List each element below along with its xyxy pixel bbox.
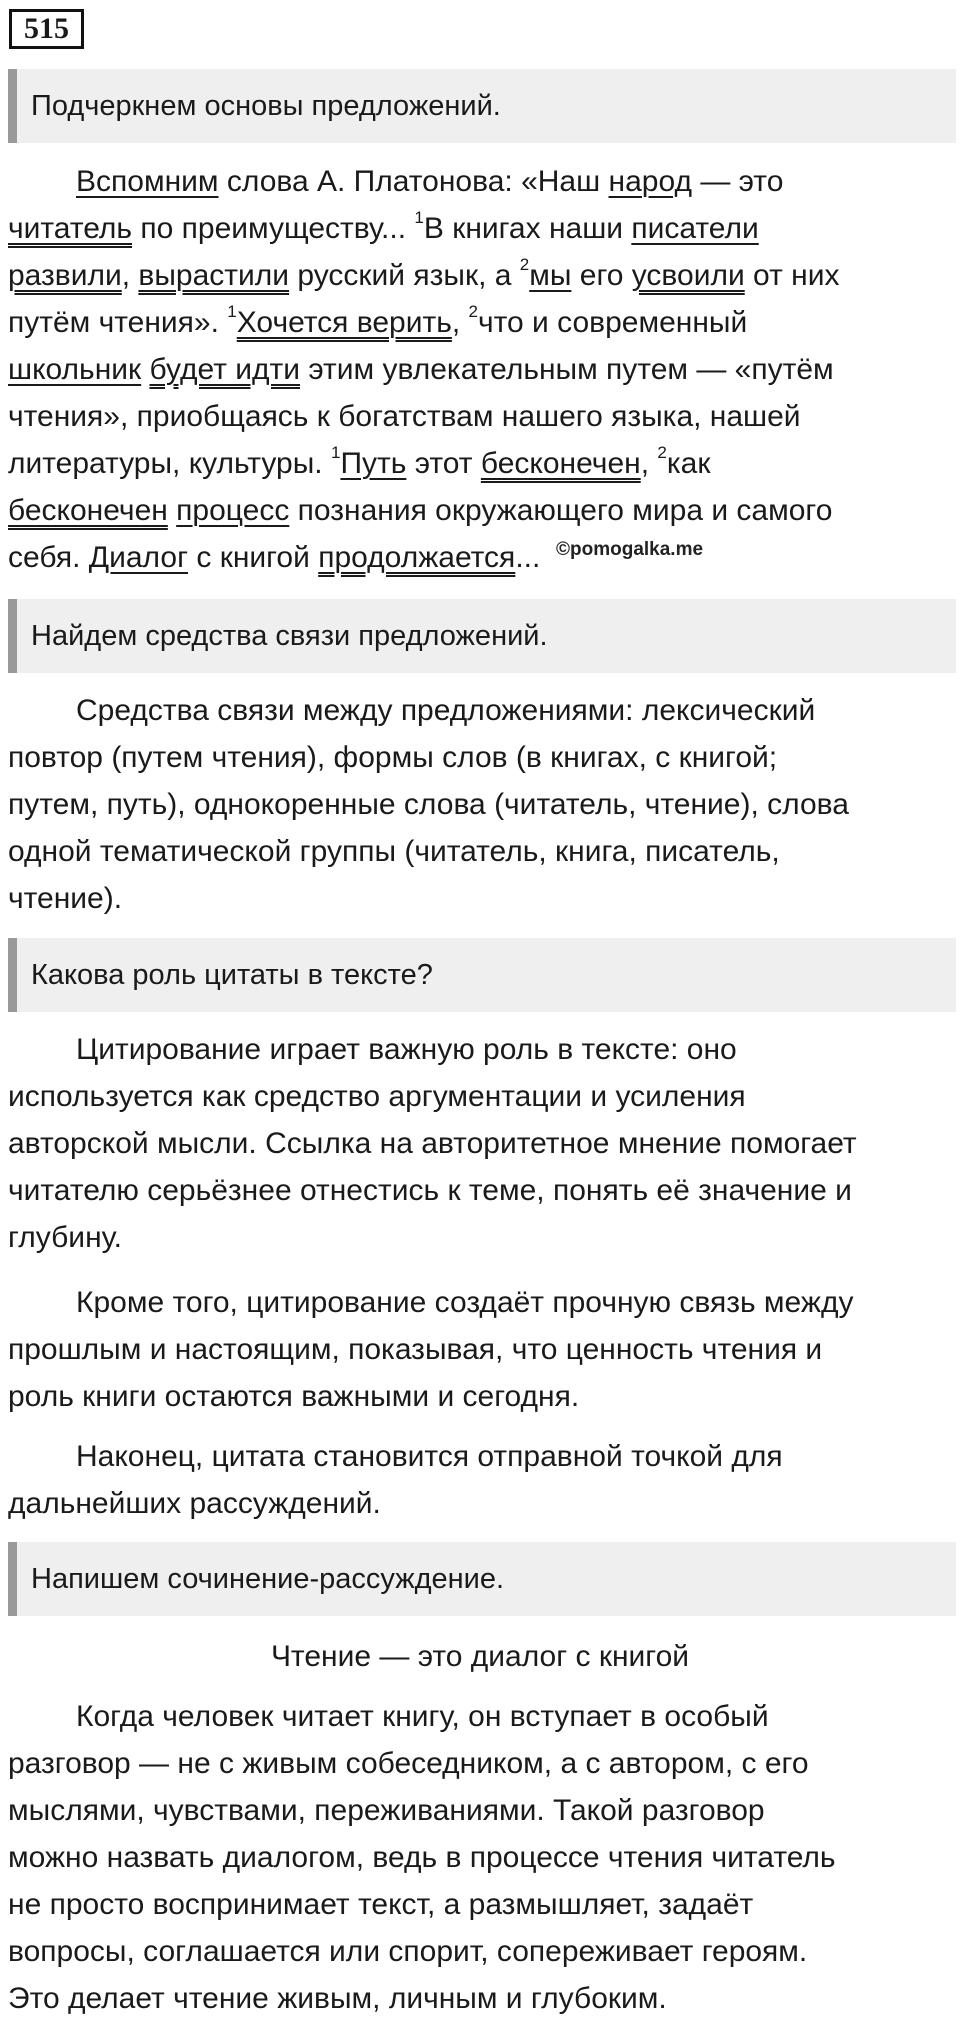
text-line: чтение). [8,882,123,915]
predicate-word: бесконечен [480,447,641,480]
essay-title: Чтение — это диалог с книгой [270,1640,690,1673]
section-heading-connection-means: Найдем средства связи предложений. [8,599,956,673]
text-line: мыслями, чувствами, переживаниями. Такой разговор [8,1794,765,1827]
sentence-line: чтения», приобщаясь к богатствам нашего языка, нашей [8,400,801,433]
text-line: Это делает чтение живым, личным и глубоким. [8,1982,667,2015]
sentence-line: бесконечен процесс познания окружающего мира и самого [8,494,833,527]
sentence-line: себя. Диалог с книгой продолжается... [8,541,541,574]
text-line: Цитирование играет важную роль в тексте: оно [76,1033,737,1066]
predicate-word: усвоили [631,259,745,292]
text-line: дальнейших рассуждений. [8,1487,381,1520]
sentence-line: читатель по преимуществу... $^1$В книгах наши писатели [8,208,759,245]
subject-word: школьник [8,353,142,386]
subject-word: Путь [340,447,407,480]
predicate-word: бесконечен [8,494,168,527]
task-number-badge: 515 [9,9,84,49]
sentence-line: путём чтения». $^1$Хочется верить, $^2$что и современный [8,302,748,339]
text-line: прошлым и настоящим, показывая, что ценность чтения и [8,1333,823,1366]
text-line: Кроме того, цитирование создаёт прочную связь между [76,1286,854,1319]
clause-number: 2 [468,302,478,321]
clause-number: 1 [414,208,424,227]
clause-number: 2 [657,443,667,462]
predicate-word: развили [8,259,122,292]
predicate-word: читатель [8,212,133,245]
sentence-line: литературы, культуры. $^1$Путь этот бесконечен, $^2$как [8,443,711,480]
text-line: одной тематической группы (читатель, книга, писатель, [8,835,780,868]
text-line: Наконец, цитата становится отправной точкой для [76,1440,783,1473]
text-line: путем, путь), однокоренные слова (читатель, чтение), слова [8,788,849,821]
predicate-word: будет идти [149,353,301,386]
subject-word: писатели [631,212,759,245]
text-line: Средства связи между предложениями: лексический [76,694,816,727]
text-line: вопросы, соглашается или спорит, сопереживает героям. [8,1935,808,1968]
clause-number: 1 [227,302,237,321]
section-heading-essay: Напишем сочинение-рассуждение. [8,1542,956,1616]
subject-word: Диалог [88,541,189,574]
subject-word: народ [608,165,692,198]
text-line: разговор — не с живым собеседником, а с автором, с его [8,1747,809,1780]
predicate-word: вырастили [138,259,290,292]
text-line: глубину. [8,1221,122,1254]
clause-number: 2 [519,255,530,274]
text-line: можно назвать диалогом, ведь в процессе чтения читатель [8,1841,836,1874]
clause-number: 1 [330,443,341,462]
sentence-line: школьник будет идти этим увлекательным путем — «путём [8,353,834,386]
predicate-word: Хочется верить [236,306,452,339]
text-line: не просто воспринимает текст, а размышляет, задаёт [8,1888,754,1921]
subject-word: процесс [176,494,290,527]
text-line: повтор (путем чтения), формы слов (в книгах, с книгой; [8,741,778,774]
subject-word: мы [529,259,572,292]
subject-word: Вспомним [76,165,219,198]
text-line: Когда человек читает книгу, он вступает в особый [76,1700,769,1733]
sentence-line: развили, вырастили русский язык, а $^2$мы его усвоили от них [8,255,840,292]
watermark: ©pomogalka.me [556,539,704,560]
text-line: авторской мысли. Ссылка на авторитетное мнение помогает [8,1127,857,1160]
text-line: роль книги остаются важными и сегодня. [8,1380,580,1413]
section-heading-sentence-bases: Подчеркнем основы предложений. [8,69,956,143]
predicate-word: продолжается [318,541,516,574]
section-heading-quote-role: Какова роль цитаты в тексте? [8,938,956,1012]
text-line: используется как средство аргументации и усиления [8,1080,746,1113]
text-line: читателю серьёзнее отнестись к теме, понять её значение и [8,1174,852,1207]
sentence-line: Вспомним слова А. Платонова: «Наш народ — это [76,165,784,198]
